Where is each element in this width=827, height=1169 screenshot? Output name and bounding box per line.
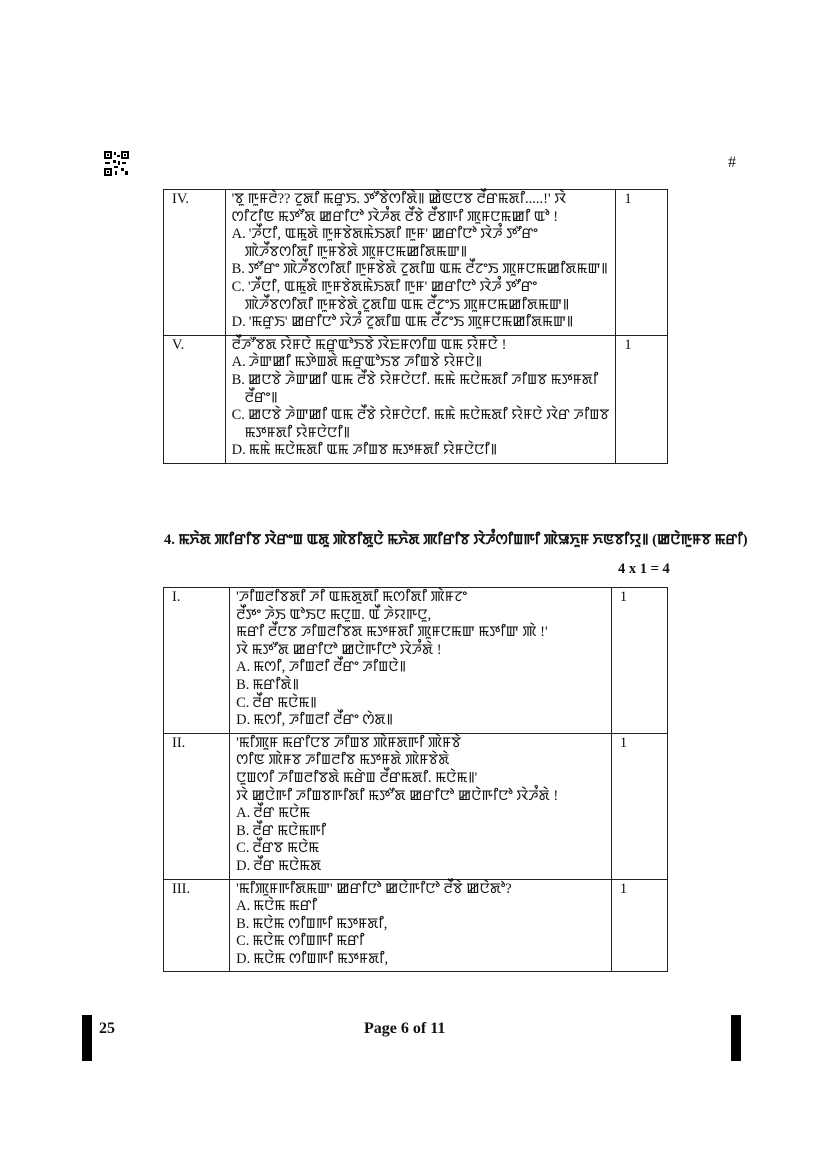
answer-option (236, 712, 605, 730)
answer-option (236, 858, 605, 876)
question-stem-line: ꯋꯥ ꯃꯇꯧꯗ ꯀꯔꯤꯅꯣ ꯀꯅꯥꯒꯤꯅꯣ ꯋꯥꯍꯪꯗꯥ ! (236, 641, 442, 658)
option-text: ꯍꯥꯛꯀꯤ ꯃꯇꯥꯡꯗꯥ ꯃꯔꯨꯑꯣꯏꯕ ꯍꯤꯡꯕꯥ ꯌꯥꯝꯅꯥ꯫ (248, 354, 483, 371)
qr-code-icon (104, 151, 129, 176)
option-text: ꯃꯁꯤ, ꯍꯤꯡꯂꯤ ꯂꯩꯔꯦ ꯁꯥꯗ꯫ (253, 712, 393, 729)
option-text: ꯃꯅꯥꯃ ꯃꯔꯤ (253, 898, 318, 915)
option-text-continued: ꯂꯩꯔꯦ꯫ (244, 389, 278, 406)
answer-option (236, 933, 605, 951)
questions-table-section-4 (163, 587, 668, 972)
option-letter: D. (236, 950, 251, 967)
option-text-continued: ꯃꯇꯝꯗꯤ ꯌꯥꯝꯅꯥꯅꯤ꯫ (244, 424, 350, 441)
page-hash-mark: # (728, 154, 736, 171)
question-number: IV. (164, 190, 226, 336)
section-4-marks: 4 x 1 = 4 (618, 561, 670, 577)
question-row (164, 879, 668, 972)
answer-option (232, 261, 610, 279)
answer-option (236, 659, 605, 677)
question-mark: 1 (611, 588, 667, 734)
option-text: 'ꯍꯩꯅꯤ, ꯑꯃꯨꯗꯥ ꯒꯨꯝꯕꯥꯗꯃꯥꯏꯗꯤ ꯒꯨꯝ' ꯀꯔꯤꯅꯣ ꯋꯥꯍꯪ ꯇꯧꯔꯦ (248, 226, 538, 243)
section-4-title: 4. ꯃꯈꯥꯗ ꯄꯤꯔꯤꯕ ꯋꯥꯔꯦꯡ ꯑꯗꯨ ꯄꯥꯕꯤꯗꯨꯅꯥ ꯃꯈꯥꯗ ꯄꯤꯔꯤꯕ ꯋꯥꯍꯪꯁꯤꯡꯒꯤ ꯄꯥꯎꯈꯨꯝ ꯈꯟꯕꯤꯌꯨ꯫ (ꯀꯅꯥꯒꯨꯝꯕ ꯃꯔꯤ) (164, 532, 748, 548)
option-letter: B. (236, 915, 250, 932)
question-row (164, 588, 668, 734)
option-letter: D. (236, 712, 251, 729)
option-text: 'ꯃꯔꯨꯏ' ꯀꯔꯤꯅꯣ ꯋꯥꯍꯪ ꯖꯨꯗꯤꯡ ꯑꯃ ꯂꯩꯖꯦꯏ ꯄꯨꯝꯅꯃꯀꯤꯗꯃꯛ꯫ (248, 314, 574, 331)
option-text: ꯀꯅꯕꯥ ꯍꯥꯛꯀꯤ ꯑꯃ ꯂꯩꯕꯥ ꯌꯥꯝꯅꯥꯅꯤ. ꯃꯃꯥ ꯃꯅꯥꯃꯗꯤ ꯍꯤꯡꯕ ꯃꯇꯝꯗꯤ (247, 371, 599, 388)
answer-option (236, 840, 605, 858)
question-body (230, 733, 612, 879)
answer-option (232, 442, 610, 460)
option-text: 'ꯍꯩꯅꯤ, ꯑꯃꯨꯗꯥ ꯒꯨꯝꯕꯥꯗꯃꯥꯏꯗꯤ ꯒꯨꯝ' ꯀꯔꯤꯅꯣ ꯋꯥꯍꯪ ꯇꯧꯔꯦ (247, 278, 537, 295)
option-letter: B. (231, 261, 245, 278)
question-body (225, 190, 616, 336)
option-letter: D. (236, 857, 251, 874)
option-text: ꯃꯃꯥ ꯃꯅꯥꯃꯗꯤ ꯑꯃ ꯍꯤꯡꯕ ꯃꯇꯝꯗꯤ ꯌꯥꯝꯅꯥꯅꯤ꯫ (248, 442, 498, 459)
answer-option (232, 407, 610, 425)
question-stem-line: ꯂꯩꯇꯦ ꯍꯥꯏ ꯑꯣꯏꯅ ꯃꯅꯨꯡ. ꯑꯩ ꯍꯥꯌꯒꯅꯨ, (236, 606, 432, 623)
question-mark: 1 (611, 733, 667, 879)
question-row (164, 733, 668, 879)
answer-option (232, 279, 610, 297)
questions-table-part3 (163, 189, 668, 464)
question-number: III. (164, 879, 230, 972)
question-stem-line: 'ꯃꯤꯄꯨꯝꯒꯤꯗꯃꯛ' ꯀꯔꯤꯅꯣ ꯀꯅꯥꯒꯤꯅꯣ ꯂꯩꯕꯥ ꯀꯅꯥꯗꯣ? (236, 880, 512, 897)
question-number: I. (164, 588, 230, 734)
option-letter: D. (231, 314, 246, 331)
question-stem-line: ꯁꯤꯟ ꯄꯥꯝꯕ ꯍꯤꯡꯂꯤꯕ ꯃꯇꯝꯗꯥ ꯄꯥꯝꯕꯥꯗꯥ (236, 752, 450, 769)
option-letter: B. (231, 371, 245, 388)
question-mark: 1 (611, 879, 667, 972)
page-code: 25 (99, 1020, 115, 1037)
option-text: ꯃꯅꯥꯃ ꯁꯤꯡꯒꯤ ꯃꯔꯤ (252, 933, 365, 950)
question-body (230, 588, 612, 734)
option-letter: C. (236, 694, 250, 711)
option-letter: A. (231, 226, 246, 243)
right-margin-bar (731, 1015, 741, 1061)
option-text: ꯃꯅꯥꯃ ꯁꯤꯡꯒꯤ ꯃꯇꯝꯗꯤ, (252, 915, 388, 932)
left-margin-bar (82, 1015, 92, 1061)
question-row (164, 190, 668, 336)
page-indicator: Page 6 of 11 (364, 1020, 446, 1037)
question-number: V. (164, 335, 226, 463)
option-text: ꯂꯩꯔ ꯃꯅꯥꯃ꯫ (252, 694, 317, 711)
option-text: ꯀꯅꯕꯥ ꯍꯥꯛꯀꯤ ꯑꯃ ꯂꯩꯕꯥ ꯌꯥꯝꯅꯥꯅꯤ. ꯃꯃꯥ ꯃꯅꯥꯃꯗꯤ ꯌꯥꯝꯅꯥ ꯋꯥꯔ ꯍꯤꯡꯕ (247, 407, 610, 424)
question-stem-line: ꯋꯥ ꯀꯅꯥꯒꯤ ꯍꯤꯡꯕꯒꯤꯗꯤ ꯃꯇꯧꯗ ꯀꯔꯤꯅꯣ ꯀꯅꯥꯒꯤꯅꯣ ꯋꯥꯍꯪꯗꯥ ! (236, 787, 559, 804)
answer-option (232, 226, 610, 244)
answer-option (236, 916, 605, 934)
answer-option (232, 354, 610, 372)
option-text: ꯂꯩꯔꯕ ꯃꯅꯥꯃ (252, 840, 320, 857)
question-stem-line: ꯁꯤꯖꯤꯟ ꯃꯇꯧꯗ ꯀꯔꯤꯅꯣ ꯋꯥꯍꯪꯗ ꯂꯩꯕꯥ ꯂꯩꯕꯒꯤ ꯄꯨꯝꯅꯃꯀꯤ ꯑꯣ ! (231, 208, 559, 225)
answer-option (236, 898, 605, 916)
option-letter: C. (231, 278, 245, 295)
option-letter: A. (236, 898, 251, 915)
option-text: ꯇꯧꯔꯦ ꯄꯥꯍꯩꯕꯁꯤꯗꯤ ꯒꯨꯝꯕꯥꯗꯥ ꯖꯨꯗꯤꯡ ꯑꯃ ꯂꯩꯖꯦꯏ ꯄꯨꯝꯅꯃꯀꯤꯗꯃꯛ꯫ (247, 261, 608, 278)
question-number: II. (164, 733, 230, 879)
question-mark: 1 (616, 190, 668, 336)
option-letter: C. (231, 407, 245, 424)
question-body (230, 879, 612, 972)
question-stem-line: 'ꯍꯤꯡꯂꯤꯕꯗꯤ ꯍꯤ ꯑꯃꯗꯨꯗꯤ ꯃꯁꯤꯗꯤ ꯄꯥꯝꯖꯦ (236, 589, 468, 605)
answer-option (232, 372, 610, 390)
answer-option (232, 314, 610, 332)
question-stem-line: ꯃꯔꯤ ꯂꯩꯅꯕ ꯍꯤꯡꯂꯤꯕꯗ ꯃꯇꯝꯗꯤ ꯄꯨꯝꯅꯃꯛ ꯃꯇꯤꯛ ꯄꯥ !' (236, 624, 548, 641)
answer-option (236, 951, 605, 969)
option-letter: C. (236, 933, 250, 950)
option-letter: C. (236, 840, 250, 857)
answer-option (236, 823, 605, 841)
answer-option (236, 677, 605, 695)
option-text: ꯃꯁꯤ, ꯍꯤꯡꯂꯤ ꯂꯩꯔꯦ ꯍꯤꯡꯅꯥ꯫ (253, 659, 406, 676)
answer-option (236, 805, 605, 823)
option-text: ꯂꯩꯔ ꯃꯅꯥꯃ (253, 805, 311, 822)
option-letter: B. (236, 822, 250, 839)
option-text: ꯂꯩꯔ ꯃꯅꯥꯃꯒꯤ (252, 822, 327, 839)
option-letter: B. (236, 676, 250, 693)
option-text: ꯃꯔꯤꯗꯥ꯫ (252, 676, 299, 693)
option-text-continued: ꯄꯥꯍꯩꯕꯁꯤꯗꯤ ꯒꯨꯝꯕꯥꯗꯥ ꯄꯨꯝꯅꯃꯀꯤꯗꯃꯛ꯫ (244, 243, 468, 260)
question-mark: 1 (616, 335, 668, 463)
option-letter: A. (231, 354, 246, 371)
option-text: ꯂꯩꯔ ꯃꯅꯥꯃꯗ (253, 857, 322, 874)
option-letter: A. (236, 805, 251, 822)
question-body (225, 335, 616, 463)
question-stem-line: ꯅꯨꯡꯁꯤ ꯍꯤꯡꯂꯤꯕꯗꯥ ꯃꯔꯥꯡ ꯂꯩꯔꯃꯗꯤ. ꯃꯅꯥꯃ꯫' (236, 769, 478, 786)
option-letter: A. (236, 659, 251, 676)
question-row (164, 335, 668, 463)
answer-option (236, 695, 605, 713)
option-text: ꯃꯅꯥꯃ ꯁꯤꯡꯒꯤ ꯃꯇꯝꯗꯤ, (253, 950, 389, 967)
question-stem-line: ꯂꯩꯍꯧꯕꯗ ꯌꯥꯝꯅꯥ ꯃꯔꯨꯑꯣꯏꯕꯥ ꯋꯥꯐꯝꯁꯤꯡ ꯑꯃ ꯌꯥꯝꯅꯥ ! (231, 336, 507, 353)
option-text-continued: ꯄꯥꯍꯩꯕꯁꯤꯗꯤ ꯒꯨꯝꯕꯥꯗꯥ ꯖꯨꯗꯤꯡ ꯑꯃ ꯂꯩꯖꯦꯏ ꯄꯨꯝꯅꯃꯀꯤꯗꯃꯛ꯫ (244, 296, 570, 313)
option-letter: D. (231, 442, 246, 459)
question-stem-line: 'ꯕꯨ ꯒꯨꯝꯂꯥ?? ꯖꯨꯗꯤ ꯃꯔꯨꯏ. ꯇꯧꯕꯥꯁꯤꯗꯥ꯫ ꯀꯥꯟꯅꯕ ꯂꯩꯔꯃꯗꯤ.....!' ꯋꯥ (231, 191, 567, 207)
question-stem-line: 'ꯃꯤꯄꯨꯝ ꯃꯔꯤꯅꯕ ꯍꯤꯡꯕ ꯄꯥꯝꯗꯒꯤ ꯄꯥꯝꯕꯥ (236, 734, 462, 751)
